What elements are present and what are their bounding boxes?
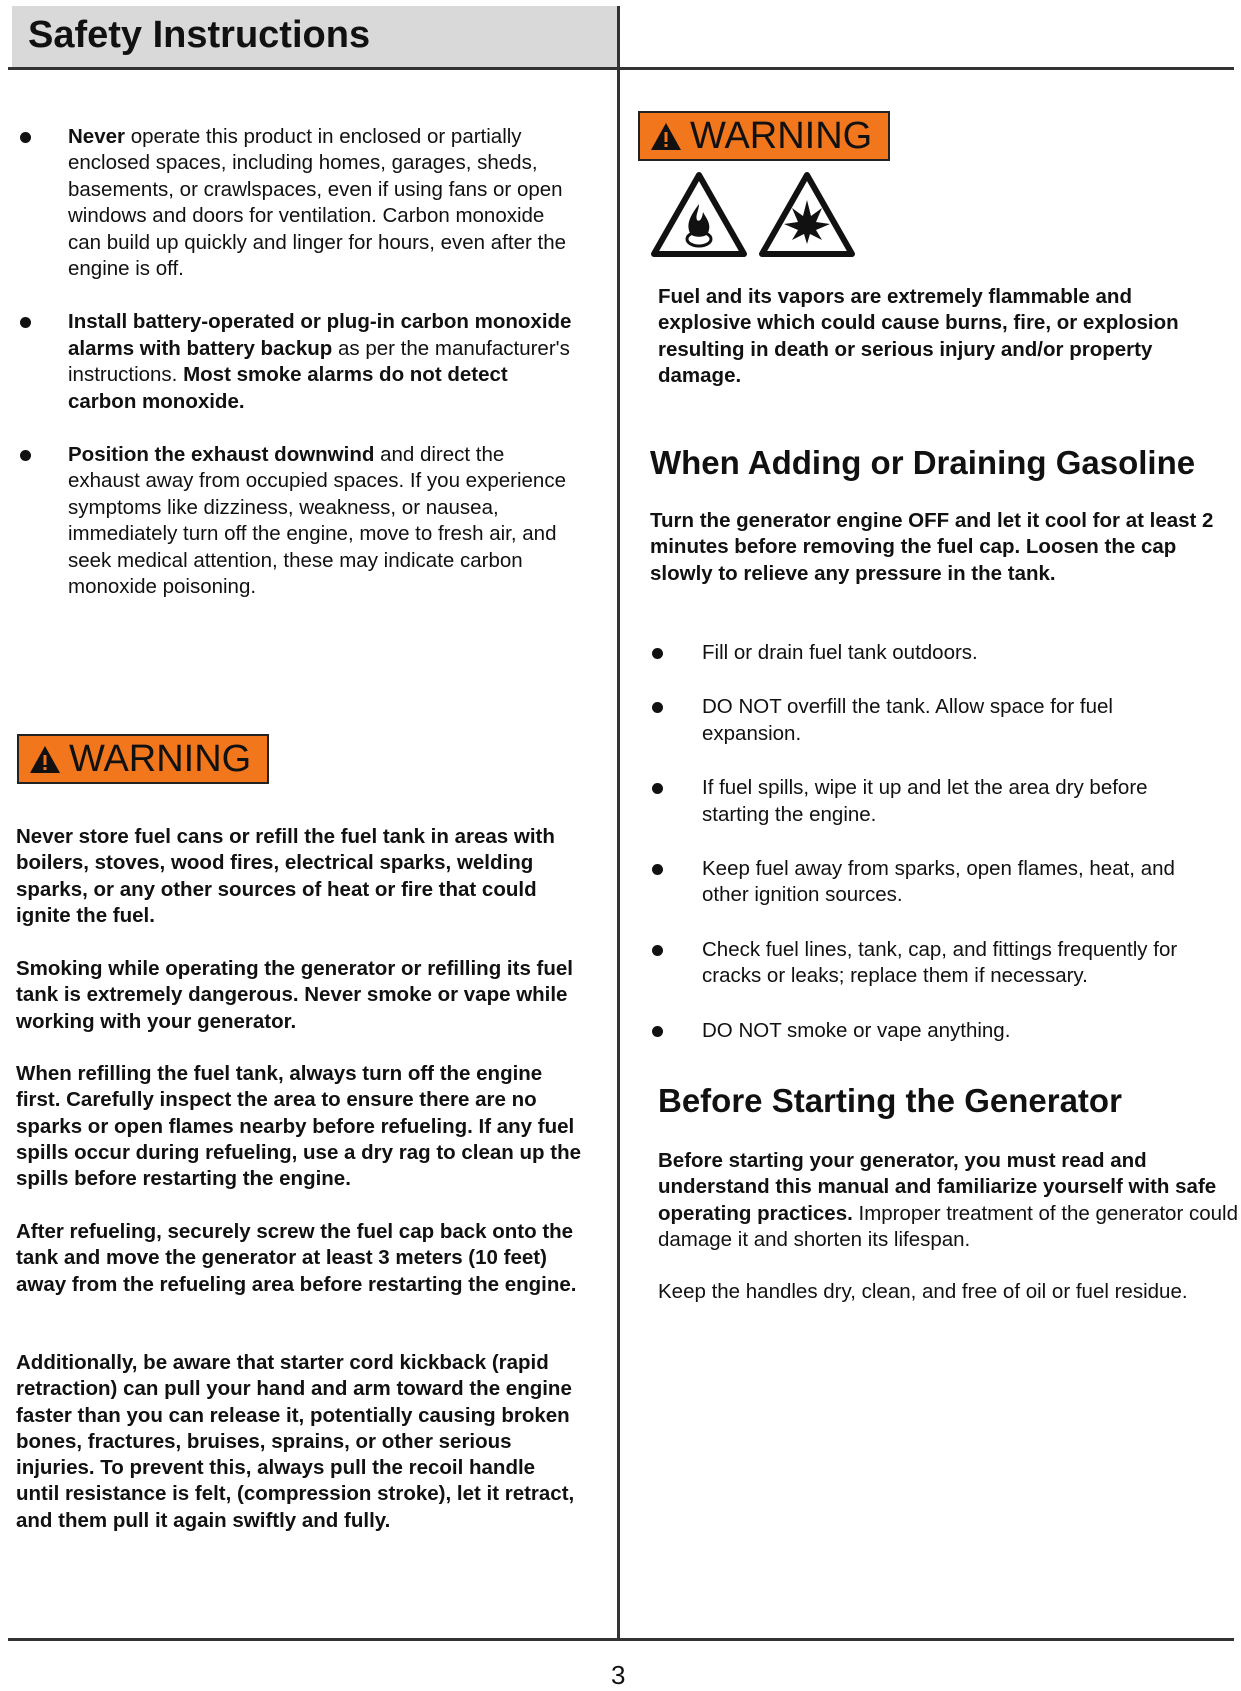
section-paragraph: Keep the handles dry, clean, and free of oil or fuel residue. bbox=[658, 1280, 1188, 1303]
warning-paragraph: After refueling, securely screw the fuel cap back onto the tank and move the generator at least 3 meters (10 feet) away from the refueling area before restarting the engine. bbox=[16, 1220, 577, 1296]
section-heading: Before Starting the Generator bbox=[658, 1082, 1122, 1119]
bullet-text: operate this product in enclosed or partially enclosed spaces, including homes, garages, sheds, basements, or crawlspaces, even if using fans or open windows and doors for ventilation. Carbon monoxide can build up quickly and linger for hours, even after the engine is off. bbox=[68, 125, 566, 281]
bullet-icon bbox=[652, 648, 663, 659]
bullet-text: Fill or drain fuel tank outdoors. bbox=[702, 641, 978, 664]
bullet-lead: Position the exhaust downwind bbox=[68, 443, 375, 467]
list-item bbox=[650, 937, 1210, 990]
flammable-icon bbox=[650, 170, 748, 258]
list-item bbox=[650, 775, 1210, 828]
warning-text: WARNING bbox=[690, 115, 873, 157]
bullet-icon bbox=[20, 132, 31, 143]
list-item bbox=[18, 442, 578, 600]
list-item bbox=[650, 694, 1210, 747]
section-bold-text: Before starting your generator, you must read and understand this manual and familiarize yourself with safe operating practices. bbox=[658, 1149, 1217, 1225]
list-item bbox=[650, 856, 1210, 909]
list-item bbox=[650, 1018, 1210, 1044]
list-item bbox=[18, 124, 578, 282]
warning-paragraph: Smoking while operating the generator or refilling its fuel tank is extremely dangerous. Never smoke or vape while working with your generator. bbox=[16, 957, 573, 1033]
page-number: 3 bbox=[611, 1660, 626, 1690]
page-title: Safety Instructions bbox=[28, 14, 371, 56]
section-intro: Turn the generator engine OFF and let it cool for at least 2 minutes before removing the fuel cap. Loosen the cap slowly to relieve any pressure in the tank. bbox=[650, 509, 1214, 585]
bullet-tail: Most smoke alarms do not detect carbon monoxide. bbox=[68, 363, 508, 413]
bullet-icon bbox=[652, 945, 663, 956]
bullet-text: If fuel spills, wipe it up and let the area dry before starting the engine. bbox=[702, 776, 1148, 826]
warning-paragraph: Additionally, be aware that starter cord kickback (rapid retraction) can pull your hand and arm toward the engine faster than you can release it, potentially causing broken bones, fractures, bruises, sprains, or other serious injuries. To prevent this, always pull the recoil handle until resistance is felt, (compression stroke), let it retract, and them pull it again swiftly and fully. bbox=[16, 1351, 575, 1532]
bullet-text: and direct the exhaust away from occupied spaces. If you experience symptoms like dizziness, weakness, or nausea, immediately turn off the engine, move to fresh air, and seek medical attention, these may indicate carbon monoxide poisoning. bbox=[68, 443, 566, 599]
bullet-text: Check fuel lines, tank, cap, and fittings frequently for cracks or leaks; replace them if necessary. bbox=[702, 937, 1178, 988]
bullet-lead: Install battery-operated or plug-in carbon monoxide alarms with battery backup bbox=[68, 310, 572, 360]
section-normal-text: Improper treatment of the generator could damage it and shorten its lifespan. bbox=[658, 1201, 1238, 1251]
bullet-text: as per the manufacturer's instructions. bbox=[68, 336, 570, 387]
warning-paragraph: When refilling the fuel tank, always turn off the engine first. Carefully inspect the area to ensure there are no sparks or open flames nearby before refueling. If any fuel spills occur during refueling, use a dry rag to clean up the spills before restarting the engine. bbox=[16, 1062, 582, 1191]
gasoline-bullet-list bbox=[650, 640, 1210, 1072]
bullet-text: DO NOT smoke or vape anything. bbox=[702, 1018, 1011, 1042]
footer-rule bbox=[8, 1638, 1234, 1641]
section-paragraph bbox=[658, 1148, 1240, 1253]
warning-triangle-icon bbox=[29, 744, 61, 774]
list-item bbox=[650, 640, 1210, 666]
bullet-text: DO NOT overfill the tank. Allow space for fuel expansion. bbox=[702, 695, 1113, 745]
warning-paragraph: Fuel and its vapors are extremely flammable and explosive which could cause burns, fire, or explosion resulting in death or serious injury and/or property damage. bbox=[658, 285, 1179, 387]
warning-text: WARNING bbox=[69, 738, 252, 780]
bullet-icon bbox=[20, 450, 31, 461]
explosive-icon bbox=[758, 170, 856, 258]
list-item bbox=[18, 309, 578, 415]
bullet-icon bbox=[652, 864, 663, 875]
left-bullet-list bbox=[18, 124, 578, 628]
column-divider bbox=[617, 6, 620, 1639]
bullet-icon bbox=[20, 317, 31, 328]
warning-label bbox=[17, 734, 269, 784]
warning-paragraph: Never store fuel cans or refill the fuel tank in areas with boilers, stoves, wood fires, electrical sparks, welding sparks, or any other sources of heat or fire that could ignite the fuel. bbox=[16, 825, 555, 927]
bullet-icon bbox=[652, 783, 663, 794]
section-heading: When Adding or Draining Gasoline bbox=[650, 444, 1196, 481]
header-rule bbox=[8, 67, 1234, 70]
bullet-text: Keep fuel away from sparks, open flames, heat, and other ignition sources. bbox=[702, 857, 1175, 907]
warning-triangle-icon bbox=[650, 121, 682, 151]
bullet-icon bbox=[652, 702, 663, 713]
bullet-lead: Never bbox=[68, 125, 125, 148]
bullet-icon bbox=[652, 1026, 663, 1037]
warning-label bbox=[638, 111, 890, 161]
